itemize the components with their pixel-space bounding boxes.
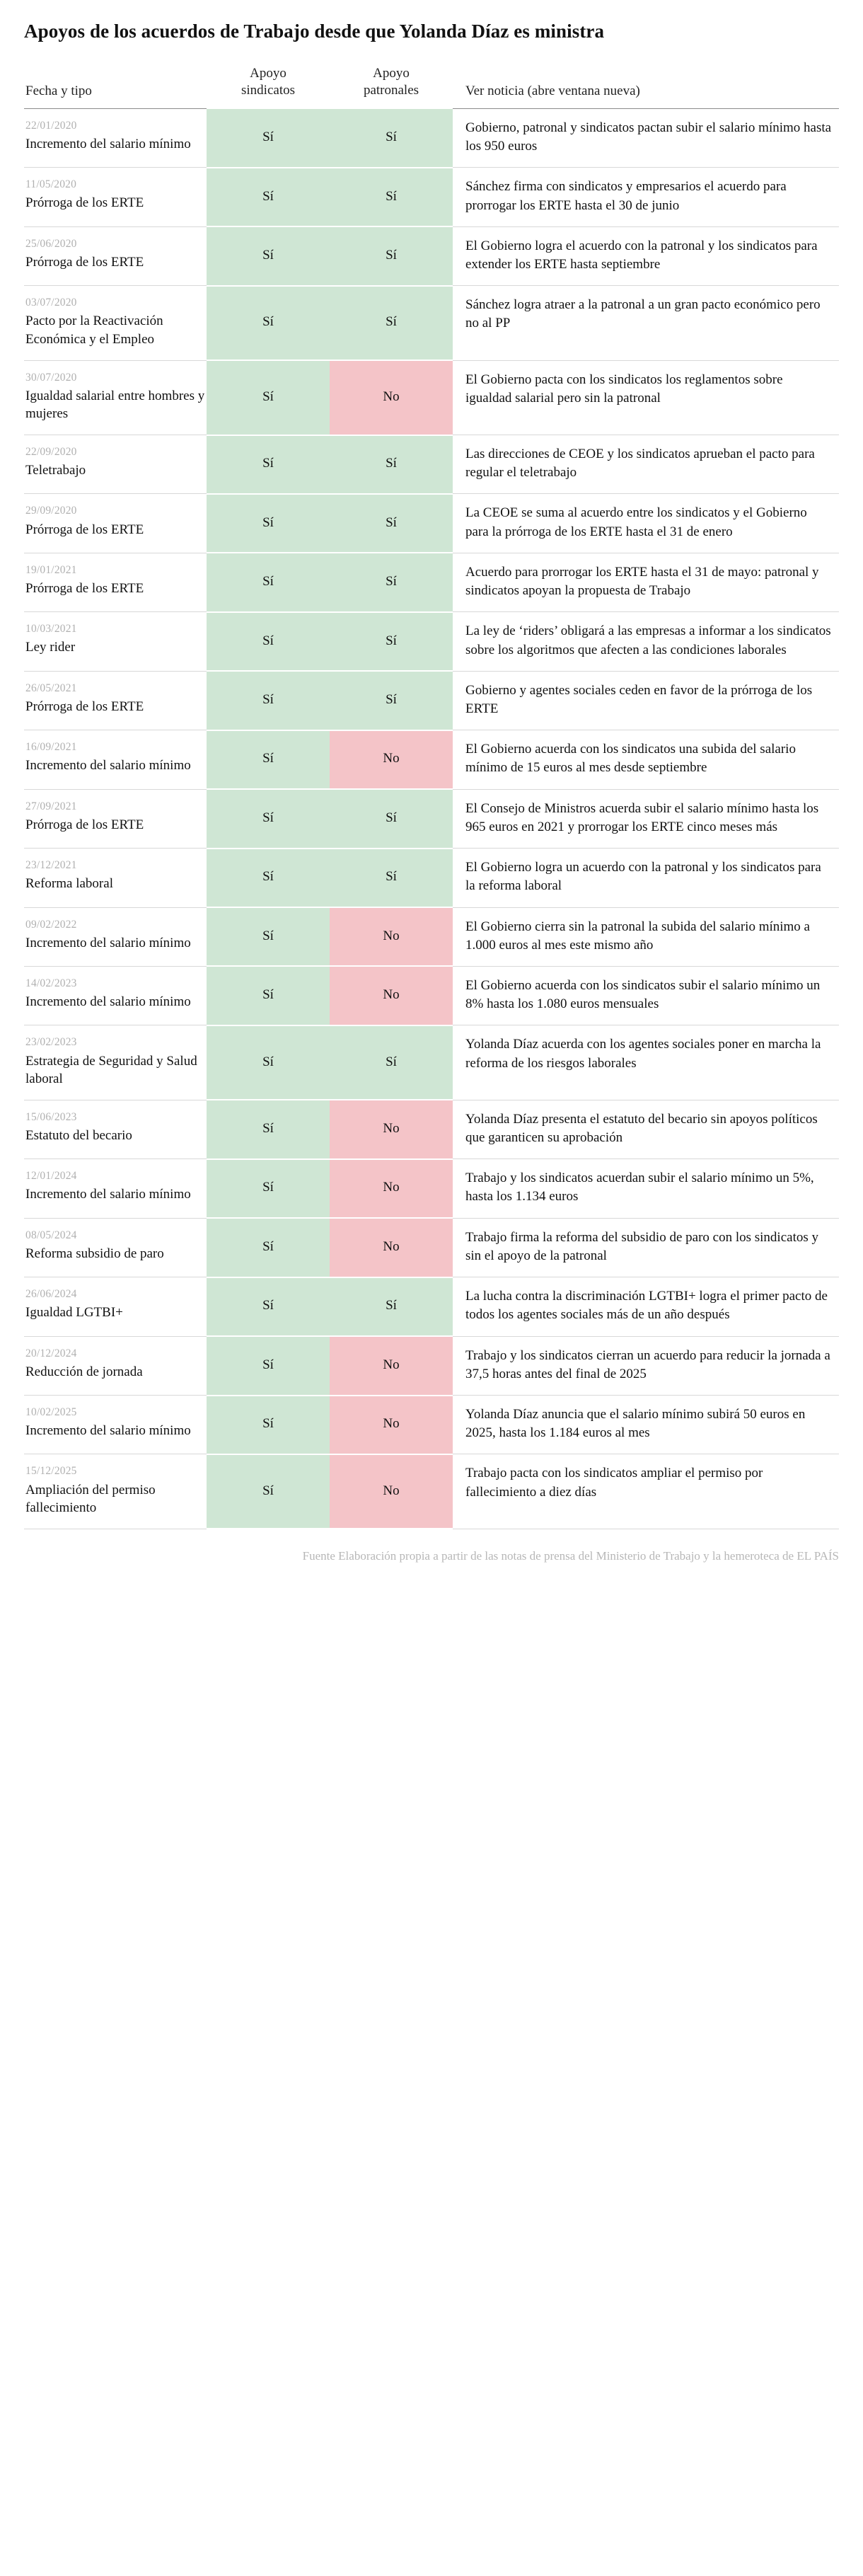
date-type-wrap [24, 967, 207, 1023]
cell-date-type [24, 494, 207, 553]
table-header [24, 65, 839, 109]
cell-apoyo-sindicatos-value: Sí [262, 314, 274, 330]
column-header-news: Ver noticia (abre ventana nueva) [453, 65, 839, 109]
table-row [24, 286, 839, 360]
cell-apoyo-sindicatos [207, 671, 330, 730]
page-title: Apoyos de los acuerdos de Trabajo desde que Yolanda Díaz es ministra [24, 21, 605, 42]
date-type-wrap [24, 1100, 207, 1156]
row-type: Prórroga de los ERTE [25, 698, 144, 714]
date-type-wrap [24, 109, 207, 165]
cell-apoyo-sindicatos-value: Sí [262, 1054, 274, 1069]
row-type: Incremento del salario mínimo [25, 994, 191, 1010]
table-row [24, 1100, 839, 1158]
cell-apoyo-sindicatos-value: Sí [262, 188, 274, 204]
table-row [24, 1396, 839, 1454]
cell-apoyo-patronales-value: Sí [386, 188, 397, 204]
date-type-wrap [24, 1025, 207, 1099]
cell-apoyo-sindicatos [207, 108, 330, 167]
row-type: Ley rider [25, 640, 76, 655]
cell-news-link[interactable]: El Gobierno cierra sin la patronal la subida del salario mínimo a 1.000 euros al mes este mismo año [453, 907, 839, 966]
cell-news-link[interactable]: El Consejo de Ministros acuerda subir el salario mínimo hasta los 965 euros en 2021 y prorrogar los ERTE cinco meses más [453, 789, 839, 848]
cell-apoyo-patronales-value: No [383, 1180, 400, 1195]
cell-news-link[interactable]: Yolanda Díaz anuncia que el salario mínimo subirá 50 euros en 2025, hasta los 1.184 euros al mes [453, 1396, 839, 1454]
row-date: 11/05/2020 [25, 178, 77, 191]
cell-apoyo-patronales [330, 226, 453, 285]
header-row [24, 65, 839, 109]
cell-date-type [24, 108, 207, 167]
row-type: Pacto por la Reactivación Económica y el Empleo [25, 314, 163, 347]
cell-apoyo-sindicatos-value: Sí [262, 810, 274, 825]
row-date: 22/09/2020 [25, 446, 77, 459]
date-type-wrap [24, 849, 207, 904]
cell-apoyo-patronales [330, 1218, 453, 1277]
row-date: 15/06/2023 [25, 1110, 77, 1123]
cell-date-type [24, 553, 207, 611]
cell-apoyo-patronales-value: Sí [386, 692, 397, 707]
cell-apoyo-patronales [330, 168, 453, 226]
cell-apoyo-sindicatos-value: Sí [262, 456, 274, 471]
cell-apoyo-sindicatos [207, 730, 330, 789]
column-header-patronales [330, 65, 453, 109]
cell-apoyo-patronales [330, 1277, 453, 1336]
cell-date-type [24, 1218, 207, 1277]
cell-apoyo-patronales-value: Sí [386, 1054, 397, 1069]
table-row [24, 730, 839, 789]
table-row [24, 108, 839, 167]
date-type-wrap [24, 553, 207, 609]
date-type-wrap [24, 494, 207, 550]
table-row [24, 1025, 839, 1100]
cell-apoyo-sindicatos [207, 1396, 330, 1454]
row-type: Igualdad salarial entre hombres y mujeres [25, 388, 205, 422]
row-type: Ampliación del permiso fallecimiento [25, 1482, 156, 1516]
cell-date-type [24, 1277, 207, 1336]
row-date: 26/05/2021 [25, 682, 77, 694]
row-date: 09/02/2022 [25, 918, 77, 931]
cell-news-link[interactable]: La ley de ‘riders’ obligará a las empresas a informar a los sindicatos sobre los algoritmos que afecten a las condiciones laborales [453, 612, 839, 671]
row-date: 14/02/2023 [25, 977, 77, 989]
table-row [24, 789, 839, 848]
cell-apoyo-patronales [330, 435, 453, 494]
cell-apoyo-sindicatos [207, 1218, 330, 1277]
cell-apoyo-patronales-value: Sí [386, 456, 397, 471]
table-row [24, 168, 839, 226]
date-type-wrap [24, 790, 207, 846]
date-type-wrap [24, 227, 207, 283]
cell-apoyo-patronales [330, 789, 453, 848]
row-date: 27/09/2021 [25, 800, 77, 812]
row-type: Reforma subsidio de paro [25, 1246, 164, 1261]
cell-apoyo-sindicatos-value: Sí [262, 1121, 274, 1137]
table-row [24, 435, 839, 494]
row-date: 12/01/2024 [25, 1170, 77, 1183]
table-row [24, 1277, 839, 1336]
cell-apoyo-sindicatos-value: Sí [262, 633, 274, 648]
row-type: Incremento del salario mínimo [25, 1423, 191, 1439]
cell-apoyo-sindicatos-value: Sí [262, 574, 274, 590]
cell-date-type [24, 360, 207, 435]
row-type: Estrategia de Seguridad y Salud laboral [25, 1053, 197, 1087]
cell-apoyo-patronales [330, 1100, 453, 1158]
date-type-wrap [24, 672, 207, 728]
cell-apoyo-patronales [330, 1336, 453, 1395]
cell-apoyo-patronales [330, 108, 453, 167]
cell-news-link[interactable]: El Gobierno logra el acuerdo con la patronal y los sindicatos para extender los ERTE hasta septiembre [453, 226, 839, 285]
cell-apoyo-sindicatos [207, 849, 330, 907]
cell-apoyo-patronales-value: Sí [386, 314, 397, 330]
cell-date-type [24, 1025, 207, 1100]
table-row [24, 360, 839, 435]
row-type: Incremento del salario mínimo [25, 758, 191, 774]
cell-news-link[interactable]: El Gobierno logra un acuerdo con la patronal y los sindicatos para la reforma laboral [453, 849, 839, 907]
cell-apoyo-patronales [330, 1396, 453, 1454]
cell-news-link[interactable]: Sánchez firma con sindicatos y empresarios el acuerdo para prorrogar los ERTE hasta el 30 de junio [453, 168, 839, 226]
cell-apoyo-sindicatos-value: Sí [262, 987, 274, 1003]
cell-date-type [24, 612, 207, 671]
row-date: 23/02/2023 [25, 1036, 77, 1049]
cell-apoyo-sindicatos-value: Sí [262, 1180, 274, 1195]
cell-apoyo-sindicatos-value: Sí [262, 692, 274, 707]
cell-apoyo-sindicatos [207, 789, 330, 848]
cell-apoyo-sindicatos-value: Sí [262, 130, 274, 145]
column-header-patronales-line1: Apoyo [373, 65, 410, 81]
row-type: Reducción de jornada [25, 1364, 143, 1379]
row-date: 26/06/2024 [25, 1288, 77, 1301]
cell-apoyo-sindicatos-value: Sí [262, 869, 274, 885]
cell-news-link[interactable]: La CEOE se suma al acuerdo entre los sindicatos y el Gobierno para la prórroga de los ERTE hasta el 31 de enero [453, 494, 839, 553]
cell-apoyo-sindicatos [207, 612, 330, 671]
date-type-wrap [24, 168, 207, 224]
row-type: Incremento del salario mínimo [25, 935, 191, 950]
cell-apoyo-patronales [330, 966, 453, 1025]
cell-apoyo-patronales [330, 849, 453, 907]
cell-news-link[interactable]: Yolanda Díaz presenta el estatuto del becario sin apoyos políticos que garanticen su aprobación [453, 1100, 839, 1158]
cell-apoyo-sindicatos-value: Sí [262, 1357, 274, 1372]
cell-apoyo-patronales-value: No [383, 751, 400, 766]
row-date: 22/01/2020 [25, 119, 77, 132]
cell-apoyo-sindicatos-value: Sí [262, 1416, 274, 1432]
column-header-sindicatos [207, 65, 330, 109]
table-row [24, 907, 839, 966]
cell-news-link[interactable]: El Gobierno acuerda con los sindicatos subir el salario mínimo un 8% hasta los 1.080 euros mensuales [453, 966, 839, 1025]
cell-apoyo-patronales-value: No [383, 1483, 400, 1498]
date-type-wrap [24, 612, 207, 668]
cell-apoyo-patronales [330, 671, 453, 730]
row-type: Estatuto del becario [25, 1127, 132, 1143]
agreements-table [24, 65, 839, 1530]
cell-date-type [24, 1454, 207, 1529]
cell-apoyo-patronales-value: No [383, 1238, 400, 1254]
cell-apoyo-sindicatos [207, 286, 330, 360]
cell-date-type [24, 1159, 207, 1218]
cell-apoyo-patronales-value: Sí [386, 574, 397, 590]
table-row [24, 494, 839, 553]
cell-date-type [24, 671, 207, 730]
table-row [24, 1159, 839, 1218]
table-row [24, 553, 839, 611]
row-type: Igualdad LGTBI+ [25, 1305, 123, 1321]
row-date: 10/02/2025 [25, 1406, 77, 1419]
cell-apoyo-sindicatos [207, 553, 330, 611]
date-type-wrap [24, 1396, 207, 1451]
table-row [24, 849, 839, 907]
table-row [24, 1454, 839, 1529]
table-row [24, 966, 839, 1025]
cell-apoyo-sindicatos-value: Sí [262, 1483, 274, 1498]
cell-news-link[interactable]: El Gobierno acuerda con los sindicatos una subida del salario mínimo de 15 euros al mes desde septiembre [453, 730, 839, 789]
date-type-wrap [24, 286, 207, 360]
row-date: 03/07/2020 [25, 297, 77, 309]
row-date: 23/12/2021 [25, 859, 77, 872]
cell-apoyo-patronales-value: No [383, 928, 400, 943]
row-date: 20/12/2024 [25, 1347, 77, 1359]
table-body [24, 108, 839, 1529]
cell-apoyo-patronales-value: No [383, 1416, 400, 1432]
cell-news-link[interactable]: Trabajo pacta con los sindicatos ampliar el permiso por fallecimiento a diez días [453, 1454, 839, 1529]
cell-apoyo-patronales-value: No [383, 389, 400, 404]
cell-date-type [24, 286, 207, 360]
cell-apoyo-patronales-value: No [383, 987, 400, 1003]
cell-apoyo-sindicatos [207, 1336, 330, 1395]
date-type-wrap [24, 1277, 207, 1333]
row-date: 30/07/2020 [25, 371, 77, 384]
cell-apoyo-sindicatos [207, 966, 330, 1025]
cell-apoyo-patronales-value: No [383, 1121, 400, 1137]
column-header-sindicatos-line1: Apoyo [250, 65, 286, 81]
cell-date-type [24, 789, 207, 848]
cell-apoyo-patronales [330, 1025, 453, 1100]
date-type-wrap [24, 908, 207, 964]
cell-apoyo-patronales-value: No [383, 1357, 400, 1372]
cell-news-link[interactable]: Yolanda Díaz acuerda con los agentes sociales poner en marcha la reforma de los riesgos laborales [453, 1025, 839, 1100]
cell-apoyo-sindicatos [207, 1159, 330, 1218]
cell-apoyo-sindicatos [207, 168, 330, 226]
cell-apoyo-sindicatos [207, 1277, 330, 1336]
date-type-wrap [24, 1454, 207, 1528]
row-type: Prórroga de los ERTE [25, 195, 144, 211]
cell-apoyo-sindicatos [207, 226, 330, 285]
cell-apoyo-sindicatos-value: Sí [262, 514, 274, 530]
row-date: 16/09/2021 [25, 741, 77, 754]
table-row [24, 1218, 839, 1277]
column-header-patronales-line2: patronales [363, 83, 419, 98]
cell-apoyo-patronales-value: Sí [386, 247, 397, 263]
row-type: Reforma laboral [25, 876, 113, 892]
cell-date-type [24, 730, 207, 789]
row-date: 25/06/2020 [25, 237, 77, 250]
cell-news-link[interactable]: Acuerdo para prorrogar los ERTE hasta el 31 de mayo: patronal y sindicatos apoyan la propuesta de Trabajo [453, 553, 839, 611]
cell-apoyo-sindicatos [207, 1025, 330, 1100]
cell-apoyo-patronales-value: Sí [386, 869, 397, 885]
cell-apoyo-patronales [330, 553, 453, 611]
cell-date-type [24, 849, 207, 907]
cell-date-type [24, 966, 207, 1025]
row-type: Prórroga de los ERTE [25, 254, 144, 270]
cell-apoyo-patronales [330, 1159, 453, 1218]
cell-apoyo-sindicatos [207, 1100, 330, 1158]
cell-apoyo-sindicatos [207, 1454, 330, 1529]
cell-apoyo-patronales-value: Sí [386, 1298, 397, 1313]
cell-apoyo-patronales-value: Sí [386, 633, 397, 648]
cell-apoyo-sindicatos-value: Sí [262, 247, 274, 263]
cell-date-type [24, 907, 207, 966]
cell-date-type [24, 1396, 207, 1454]
cell-apoyo-patronales-value: Sí [386, 810, 397, 825]
cell-apoyo-sindicatos-value: Sí [262, 928, 274, 943]
cell-date-type [24, 435, 207, 494]
row-type: Prórroga de los ERTE [25, 817, 144, 832]
cell-apoyo-patronales [330, 907, 453, 966]
source-note: Fuente Elaboración propia a partir de las notas de prensa del Ministerio de Trabajo y la hemeroteca de EL PAÍS [302, 1549, 839, 1563]
cell-date-type [24, 168, 207, 226]
cell-news-link[interactable]: Trabajo y los sindicatos cierran un acuerdo para reducir la jornada a 37,5 horas antes del final de 2025 [453, 1336, 839, 1395]
cell-apoyo-sindicatos-value: Sí [262, 1238, 274, 1254]
cell-apoyo-patronales [330, 286, 453, 360]
cell-apoyo-patronales [330, 612, 453, 671]
row-type: Prórroga de los ERTE [25, 522, 144, 537]
table-row [24, 226, 839, 285]
cell-apoyo-sindicatos-value: Sí [262, 751, 274, 766]
row-date: 08/05/2024 [25, 1229, 77, 1241]
row-date: 29/09/2020 [25, 505, 77, 517]
cell-date-type [24, 1100, 207, 1158]
cell-apoyo-sindicatos [207, 907, 330, 966]
date-type-wrap [24, 1159, 207, 1215]
cell-apoyo-patronales [330, 494, 453, 553]
cell-apoyo-patronales [330, 730, 453, 789]
cell-apoyo-patronales [330, 1454, 453, 1529]
cell-date-type [24, 1336, 207, 1395]
column-header-date-type: Fecha y tipo [24, 65, 207, 109]
cell-news-link[interactable]: La lucha contra la discriminación LGTBI+ logra el primer pacto de todos los agentes sociales más de un año después [453, 1277, 839, 1336]
cell-apoyo-sindicatos-value: Sí [262, 1298, 274, 1313]
row-date: 19/01/2021 [25, 563, 77, 576]
date-type-wrap [24, 1219, 207, 1275]
cell-news-link[interactable]: Gobierno, patronal y sindicatos pactan subir el salario mínimo hasta los 950 euros [453, 108, 839, 167]
row-type: Incremento del salario mínimo [25, 137, 191, 152]
cell-apoyo-sindicatos [207, 494, 330, 553]
date-type-wrap [24, 1337, 207, 1393]
table-row [24, 671, 839, 730]
cell-apoyo-sindicatos-value: Sí [262, 389, 274, 404]
cell-apoyo-patronales-value: Sí [386, 130, 397, 145]
cell-apoyo-patronales-value: Sí [386, 514, 397, 530]
cell-news-link[interactable]: Las direcciones de CEOE y los sindicatos aprueban el pacto para regular el teletrabajo [453, 435, 839, 494]
column-header-sindicatos-line2: sindicatos [241, 83, 295, 98]
row-type: Teletrabajo [25, 463, 86, 478]
cell-news-link[interactable]: Sánchez logra atraer a la patronal a un gran pacto económico pero no al PP [453, 286, 839, 360]
row-date: 15/12/2025 [25, 1465, 77, 1478]
table-row [24, 1336, 839, 1395]
cell-news-link[interactable]: El Gobierno pacta con los sindicatos los reglamentos sobre igualdad salarial pero sin la patronal [453, 360, 839, 435]
row-type: Incremento del salario mínimo [25, 1187, 191, 1202]
cell-news-link[interactable]: Trabajo y los sindicatos acuerdan subir el salario mínimo un 5%, hasta los 1.134 euros [453, 1159, 839, 1218]
cell-news-link[interactable]: Gobierno y agentes sociales ceden en favor de la prórroga de los ERTE [453, 671, 839, 730]
cell-news-link[interactable]: Trabajo firma la reforma del subsidio de paro con los sindicatos y sin el apoyo de la patronal [453, 1218, 839, 1277]
cell-apoyo-sindicatos [207, 360, 330, 435]
table-row [24, 612, 839, 671]
cell-apoyo-patronales [330, 360, 453, 435]
date-type-wrap [24, 435, 207, 491]
row-type: Prórroga de los ERTE [25, 581, 144, 597]
cell-date-type [24, 226, 207, 285]
date-type-wrap [24, 730, 207, 786]
cell-apoyo-sindicatos [207, 435, 330, 494]
date-type-wrap [24, 361, 207, 435]
row-date: 10/03/2021 [25, 623, 77, 636]
